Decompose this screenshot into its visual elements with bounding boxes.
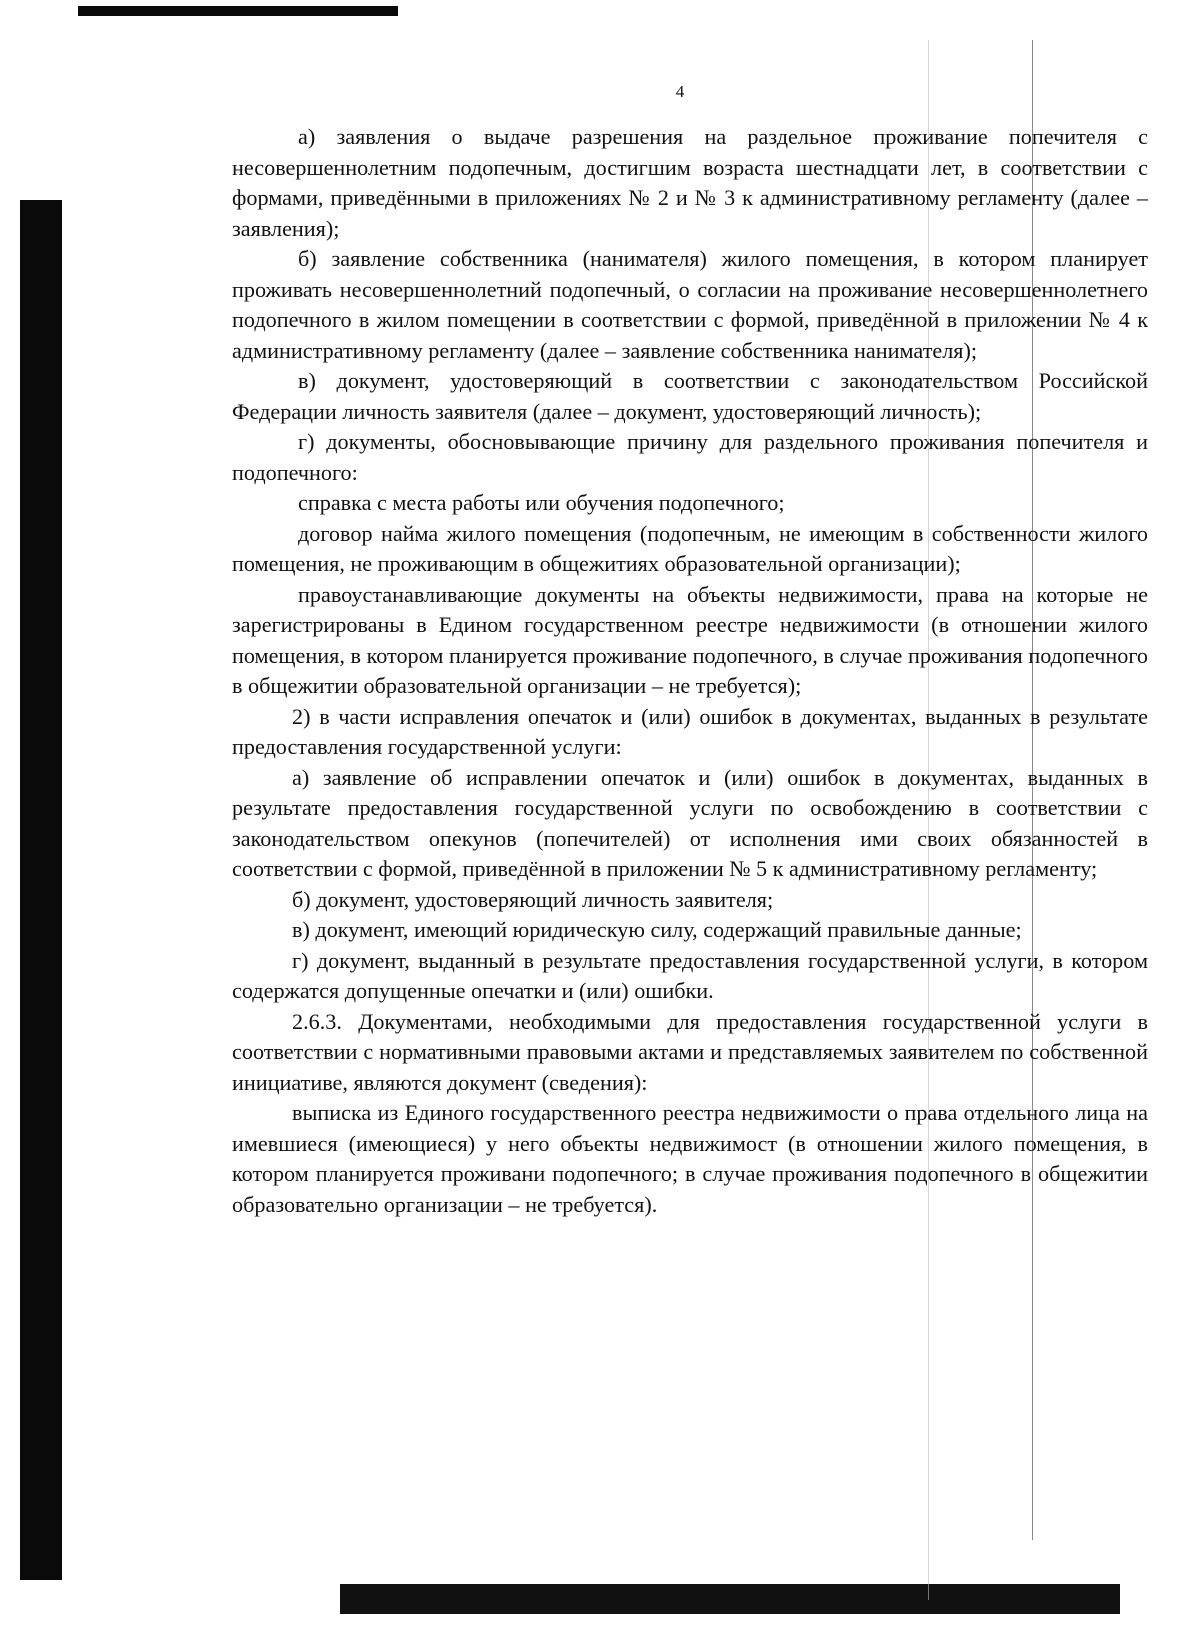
paragraph: справка с места работы или обучения подопечного; — [298, 490, 785, 515]
paragraph: в) документ, удостоверяющий в соответствии с законодательством Российской Федерации личность заявителя (далее – документ, удостоверяющий личность); — [232, 368, 1148, 424]
paragraph: 2.6.3. Документами, необходимыми для предоставления государственной услуги в соответствии с нормативными правовыми актами и представляемых заявителем по собственной инициативе, являются документ (сведения): — [232, 1008, 1148, 1095]
paragraph: правоустанавливающие документы на объекты недвижимости, права на которые не зарегистрированы в Едином государственном реестре недвижимости (в отношении жилого помещения, в котором планируется проживание подопечного, в случае проживания подопечного в общежитии образовательной организации – не требуется); — [232, 581, 1148, 698]
paragraph: г) документы, обосновывающие причину для раздельного проживания попечителя и подопечного: — [232, 429, 1148, 485]
paragraph: выписка из Единого государственного реестра недвижимости о права отдельного лица на имевшиеся (имеющиеся) у него объекты недвижимост (в отношении жилого помещения, в котором планируется проживани подопечного; в случае проживания подопечного в общежитии образовательно организации – не требуется). — [232, 1100, 1148, 1217]
paragraph: б) заявление собственника (нанимателя) жилого помещения, в котором планирует проживать несовершеннолетний подопечный, о согласии на проживание несовершеннолетнего подопечного в жилом помещении в соответствии с формой, приведённой в приложении № 4 к административному регламенту (далее – заявление собственника нанимателя); — [232, 246, 1148, 363]
scan-edge-left — [20, 200, 62, 1580]
paragraph: договор найма жилого помещения (подопечным, не имеющим в собственности жилого помещения, не проживающим в общежитиях образовательной организации); — [232, 520, 1148, 576]
scan-edge-top — [78, 6, 398, 16]
document-body — [232, 122, 1148, 1220]
paragraph: 2) в части исправления опечаток и (или) ошибок в документах, выданных в результате предоставления государственной услуги: — [232, 703, 1148, 759]
paragraph: в) документ, имеющий юридическую силу, содержащий правильные данные; — [292, 917, 1022, 942]
paragraph: б) документ, удостоверяющий личность заявителя; — [292, 886, 774, 912]
paragraph: а) заявления о выдаче разрешения на раздельное проживание попечителя с несовершеннолетним подопечным, достигшим возраста шестнадцати лет, в соответствии с формами, приведёнными в приложениях № 2 и № 3 к административному регламенту (далее – заявления); — [232, 124, 1148, 241]
scan-edge-bottom — [340, 1584, 1120, 1614]
paragraph: г) документ, выданный в результате предоставления государственной услуги, в котором содержатся допущенные опечатки и (или) ошибки. — [232, 947, 1148, 1003]
paragraph: а) заявление об исправлении опечаток и (или) ошибок в документах, выданных в результате предоставления государственной услуги по освобождению в соответствии с законодательством опекунов (попечителей) от исполнения ими своих обязанностей в соответствии с формой, приведённой в приложении № 5 к административному регламенту; — [232, 764, 1148, 881]
page-number: 4 — [675, 82, 685, 101]
